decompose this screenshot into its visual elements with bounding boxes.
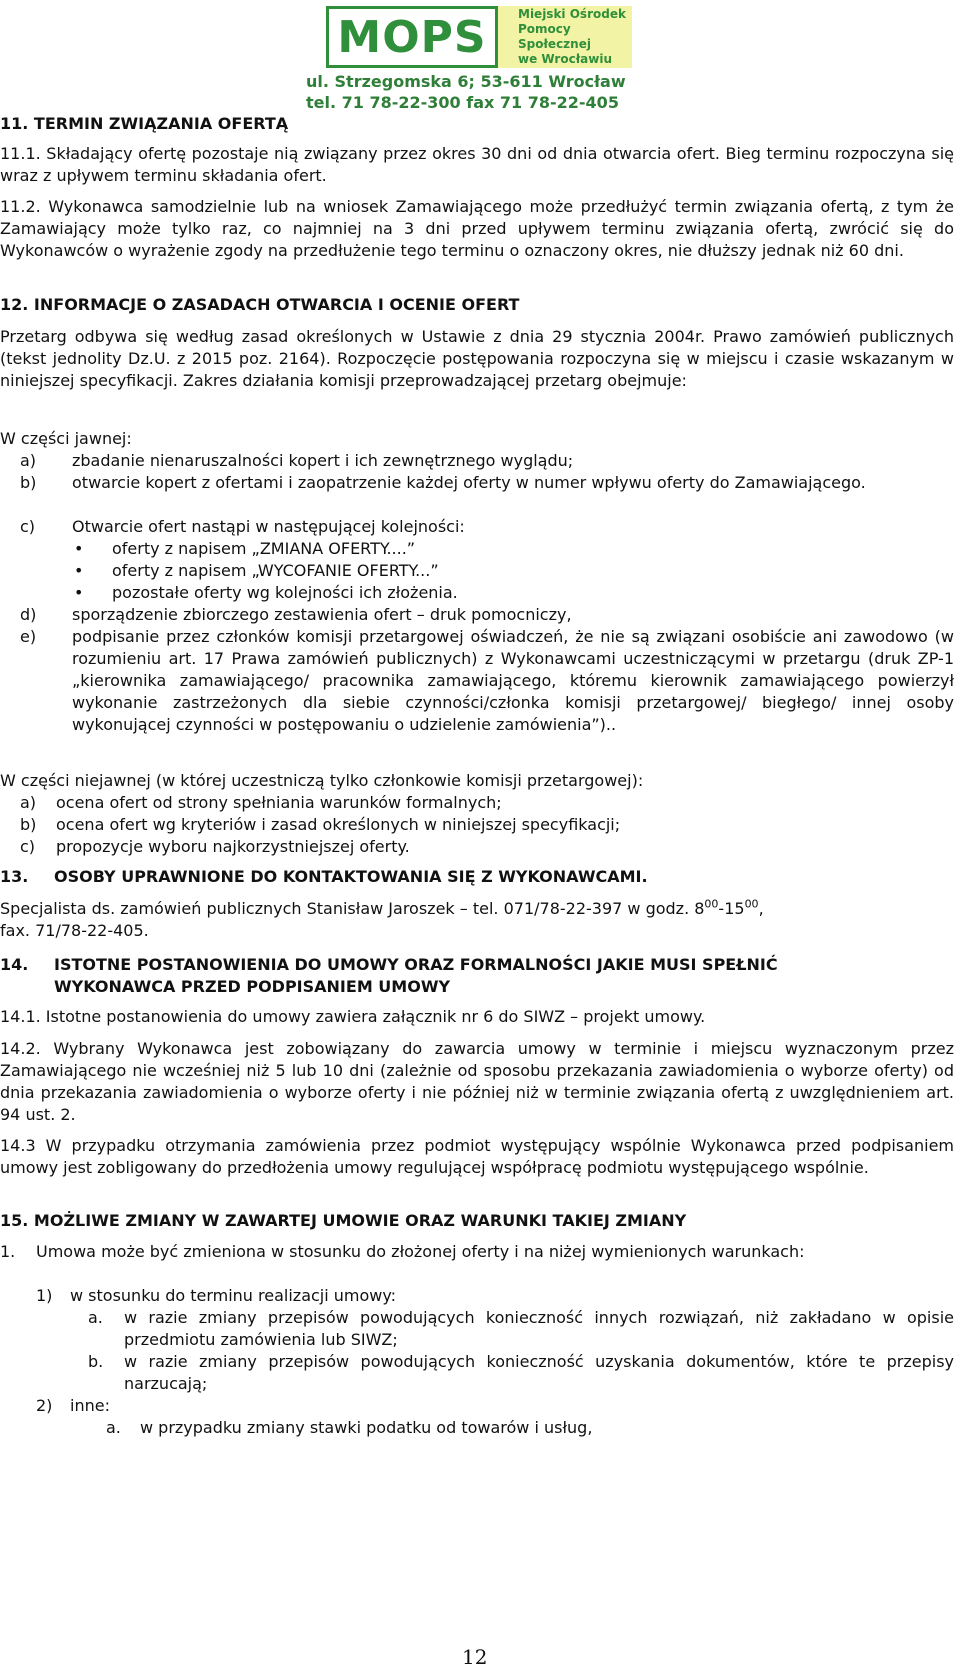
open-item-a-letter: a) (20, 451, 37, 470)
sub-1-b-letter: b. (88, 1352, 104, 1371)
hour-end-sup: 00 (744, 897, 759, 911)
logo-line-1: Miejski Ośrodek (518, 7, 626, 21)
open-item-d-text: sporządzenie zbiorczego zestawienia ofert – druk pomocniczy, (72, 605, 572, 624)
logo-mark (326, 6, 498, 68)
open-item-b-letter: b) (20, 473, 37, 492)
sub-2-a-letter: a. (106, 1418, 121, 1437)
logo-line-3: we Wrocławiu (518, 52, 612, 66)
closed-part-label: W części niejawnej (w której uczestniczą tylko członkowie komisji przetargowej): (0, 771, 644, 790)
paragraph-11-2: 11.2. Wykonawca samodzielnie lub na wniosek Zamawiającego może przedłużyć termin związania ofertą, z tym że Zamawiający może tylko raz, co najmniej na 3 dni przed upływem terminu związania ofertą, zwrócić się do Wykonawców o wyrażenie zgody na przedłużenie tego terminu o oznaczony okres, nie dłuższy jednak niż 60 dni. (0, 197, 954, 260)
bullet-dot: • (74, 561, 84, 580)
section-14-number: 14. (0, 955, 29, 974)
open-item-c-letter: c) (20, 517, 36, 536)
open-item-d-letter: d) (20, 605, 37, 624)
contact-text: Specjalista ds. zamówień publicznych Stanisław Jaroszek – tel. 071/78-22-397 w godz. 8 (0, 899, 705, 918)
mops-logo (326, 6, 632, 70)
closed-item-c-letter: c) (20, 837, 36, 856)
section-14-title-line-1: ISTOTNE POSTANOWIENIA DO UMOWY ORAZ FORMALNOŚCI JAKIE MUSI SPEŁNIĆ (54, 955, 778, 974)
page-number: 12 (462, 1645, 488, 1669)
bullet-dot: • (74, 539, 84, 558)
hour-separator: -15 (718, 899, 745, 918)
sub-2-number: 2) (36, 1396, 53, 1415)
sub-2-a-text: w przypadku zmiany stawki podatku od towarów i usług, (140, 1418, 593, 1437)
sub-2-text: inne: (70, 1396, 110, 1415)
header-address: ul. Strzegomska 6; 53-611 Wrocław (306, 72, 626, 91)
bullet-item: oferty z napisem „WYCOFANIE OFERTY...” (112, 561, 439, 580)
bullet-item: pozostałe oferty wg kolejności ich złożenia. (112, 583, 458, 602)
section-13-number: 13. (0, 867, 29, 886)
contact-line-1 (0, 898, 764, 920)
contact-fax: fax. 71/78-22-405. (0, 921, 149, 940)
closed-item-b-letter: b) (20, 815, 37, 834)
section-14-title-line-2: WYKONAWCA PRZED PODPISANIEM UMOWY (54, 977, 451, 996)
closed-item-a-text: ocena ofert od strony spełniania warunków formalnych; (56, 793, 502, 812)
open-item-e-letter: e) (20, 627, 37, 646)
hour-start-sup: 00 (704, 897, 719, 911)
open-item-a-text: zbadanie nienaruszalności kopert i ich zewnętrznego wyglądu; (72, 451, 574, 470)
logo-letters: MOPS (337, 11, 487, 63)
open-part-label: W części jawnej: (0, 429, 132, 448)
item-1-number: 1. (0, 1242, 16, 1261)
open-item-e-text: podpisanie przez członków komisji przetargowej oświadczeń, że nie są związani osobiście ani zawodowo (w rozumieniu art. 17 Prawa zamówień publicznych) z Wykonawcami uczestniczącymi w przetargu (druk ZP-1 „kierownika zamawiającego/ pracownika zamawiającego, któremu kierownik zamawiającego powierzył wykonanie zastrzeżonych dla siebie czynności/członka komisji przetargowej/ biegłego/ innej osoby wykonującej czynności w postępowaniu o udzielenie zamówienia”).. (72, 627, 954, 734)
section-13-title: OSOBY UPRAWNIONE DO KONTAKTOWANIA SIĘ Z WYKONAWCAMI. (54, 867, 648, 886)
closed-item-b-text: ocena ofert wg kryteriów i zasad określonych w niniejszej specyfikacji; (56, 815, 621, 834)
bullet-dot: • (74, 583, 84, 602)
sub-1-text: w stosunku do terminu realizacji umowy: (70, 1286, 397, 1305)
paragraph-14-1: 14.1. Istotne postanowienia do umowy zawiera załącznik nr 6 do SIWZ – projekt umowy. (0, 1007, 706, 1026)
paragraph-14-3: 14.3 W przypadku otrzymania zamówienia przez podmiot występujący wspólnie Wykonawca przed podpisaniem umowy jest zobligowany do przedłożenia umowy regulującej współpracę podmiotu występującego wspólnie. (0, 1136, 954, 1177)
sub-1-a-letter: a. (88, 1308, 103, 1327)
sub-1-b-text: w razie zmiany przepisów powodujących konieczność uzyskania dokumentów, które te przepisy narzucają; (124, 1352, 954, 1393)
closed-item-c-text: propozycje wyboru najkorzystniejszej oferty. (56, 837, 410, 856)
closed-item-a-letter: a) (20, 793, 37, 812)
item-1-text: Umowa może być zmieniona w stosunku do złożonej oferty i na niżej wymienionych warunkach: (36, 1242, 805, 1261)
section-12-title: 12. INFORMACJE O ZASADACH OTWARCIA I OCENIE OFERT (0, 295, 520, 314)
paragraph-11-1: 11.1. Składający ofertę pozostaje nią związany przez okres 30 dni od dnia otwarcia ofert. Bieg terminu rozpoczyna się wraz z upływem terminu składania ofert. (0, 144, 954, 185)
sub-1-a-text: w razie zmiany przepisów powodujących konieczność innych rozwiązań, niż zakładano w opisie przedmiotu zamówienia lub SIWZ; (124, 1308, 954, 1349)
logo-text (498, 6, 632, 68)
paragraph-14-2: 14.2. Wybrany Wykonawca jest zobowiązany do zawarcia umowy w terminie i miejscu wyznaczonym przez Zamawiającego nie wcześniej niż 5 lub 10 dni (zależnie od sposobu przekazania zawiadomienia o wyborze oferty) od dnia przekazania zawiadomienia o wyborze oferty i nie później niż w terminie związania ofertą z uwzględnieniem art. 94 ust. 2. (0, 1039, 954, 1124)
paragraph-12-intro: Przetarg odbywa się według zasad określonych w Ustawie z dnia 29 stycznia 2004r. Prawo zamówień publicznych (tekst jednolity Dz.U. z 2015 poz. 2164). Rozpoczęcie postępowania rozpoczyna się w miejscu i czasie wskazanym w niniejszej specyfikacji. Zakres działania komisji przeprowadzającej przetarg obejmuje: (0, 327, 954, 390)
header-phone: tel. 71 78-22-300 fax 71 78-22-405 (306, 93, 619, 112)
section-11-title: 11. TERMIN ZWIĄZANIA OFERTĄ (0, 114, 289, 133)
section-15-title: 15. MOŻLIWE ZMIANY W ZAWARTEJ UMOWIE ORAZ WARUNKI TAKIEJ ZMIANY (0, 1211, 687, 1230)
logo-line-2: Pomocy Społecznej (518, 22, 591, 51)
open-item-c-text: Otwarcie ofert nastąpi w następującej kolejności: (72, 517, 465, 536)
contact-comma: , (758, 899, 764, 918)
bullet-item: oferty z napisem „ZMIANA OFERTY....” (112, 539, 416, 558)
sub-1-number: 1) (36, 1286, 53, 1305)
open-item-b-text: otwarcie kopert z ofertami i zaopatrzenie każdej oferty w numer wpływu oferty do Zamawiającego. (72, 473, 866, 492)
